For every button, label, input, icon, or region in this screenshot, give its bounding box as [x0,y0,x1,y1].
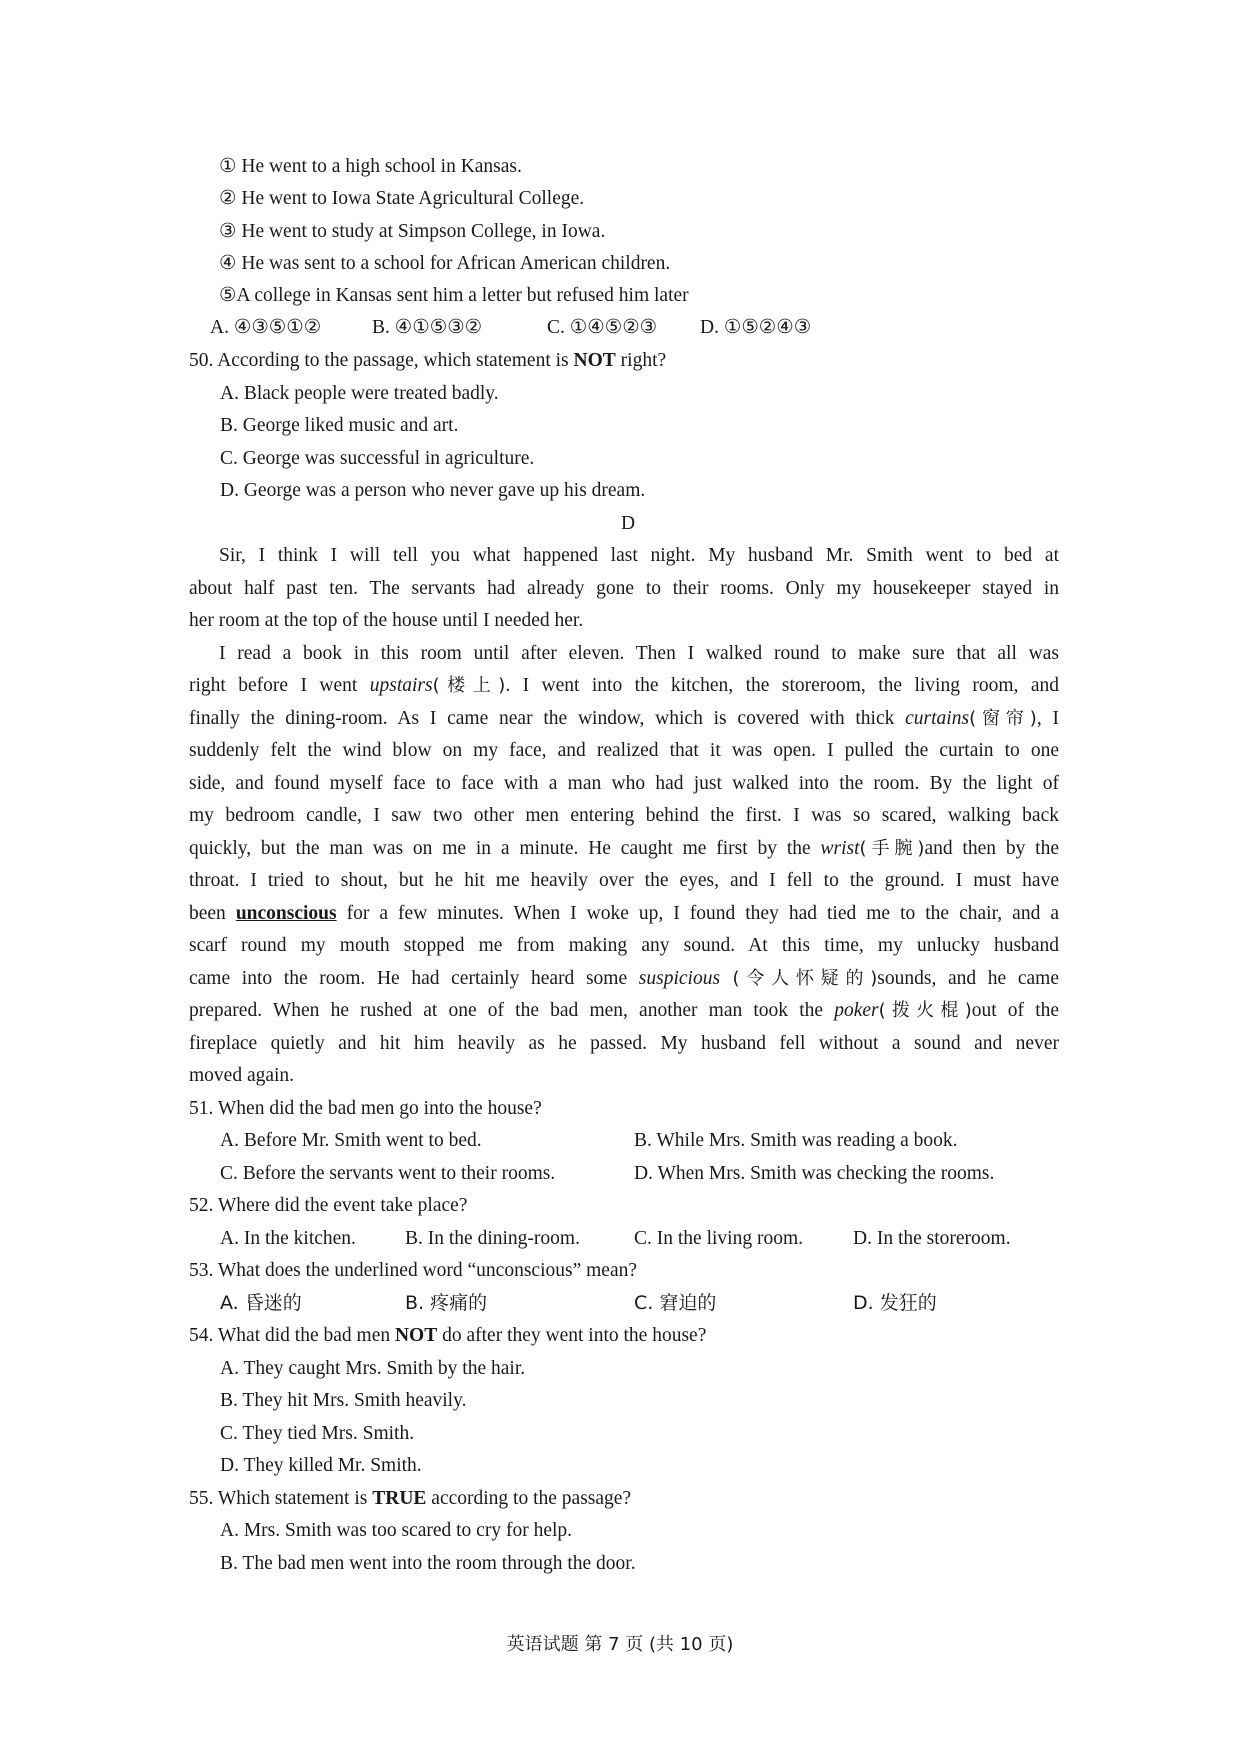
q53-stem: 53. What does the underlined word “unconscious” mean? [189,1260,638,1281]
q54-stem: 54. What did the bad men NOT do after they went into the house? [189,1325,707,1346]
q49-item-3: ③ He went to study at Simpson College, in Iowa. [219,221,606,242]
q49-option-b: B. ④①⑤③② [372,317,483,338]
passage-line: moved again. [189,1065,295,1086]
q51-option-b: B. While Mrs. Smith was reading a book. [634,1130,958,1151]
q54-option-c: C. They tied Mrs. Smith. [220,1423,415,1444]
q49-item-4: ④ He was sent to a school for African American children. [219,253,671,274]
q52-option-a: A. In the kitchen. [220,1228,356,1249]
q50-option-c: C. George was successful in agriculture. [220,448,535,469]
q50-option-b: B. George liked music and art. [220,415,459,436]
q51-option-d: D. When Mrs. Smith was checking the rooms. [634,1163,995,1184]
passage-line: suddenly felt the wind blow on my face, and realized that it was open. I pulled the curtain to one [189,740,1059,761]
q54-option-d: D. They killed Mr. Smith. [220,1455,422,1476]
q52-option-b: B. In the dining-room. [405,1228,580,1249]
passage-line: finally the dining-room. As I came near the window, which is covered with thick curtains(窗帘), I [189,708,1059,729]
q51-option-a: A. Before Mr. Smith went to bed. [220,1130,482,1151]
q52-option-d: D. In the storeroom. [853,1228,1011,1249]
passage-line: prepared. When he rushed at one of the bad men, another man took the poker(拨火棍)out of the [189,1000,1060,1021]
passage-line: throat. I tried to shout, but he hit me heavily over the eyes, and I fell to the ground. I must have [189,870,1059,891]
q53-option-a: A. 昏迷的 [220,1292,302,1314]
q55-option-b: B. The bad men went into the room through the door. [220,1553,636,1574]
q53-option-d: D. 发狂的 [853,1292,937,1314]
q50-stem: 50. According to the passage, which statement is NOT right? [189,350,667,371]
passage-line: my bedroom candle, I saw two other men entering behind the first. I was so scared, walking back [189,805,1059,826]
q49-option-a: A. ④③⑤①② [210,317,322,338]
passage-line: quickly, but the man was on me in a minute. He caught me first by the wrist(手腕)and then by the [189,838,1059,859]
passage-line: came into the room. He had certainly heard some suspicious (令人怀疑的)sounds, and he came [189,968,1059,989]
passage-line: been unconscious for a few minutes. When I woke up, I found they had tied me to the chair, and a [189,903,1059,924]
q55-stem: 55. Which statement is TRUE according to the passage? [189,1488,632,1509]
q50-option-a: A. Black people were treated badly. [220,383,499,404]
q49-option-c: C. ①④⑤②③ [547,317,658,338]
passage-line: side, and found myself face to face with a man who had just walked into the room. By the light of [189,773,1059,794]
q49-option-d: D. ①⑤②④③ [700,317,812,338]
q53-option-c: C. 窘迫的 [634,1292,717,1314]
passage-line: fireplace quietly and hit him heavily as he passed. My husband fell without a sound and never [189,1033,1059,1054]
q51-option-c: C. Before the servants went to their rooms. [220,1163,556,1184]
section-label: D [621,513,636,534]
passage-line: scarf round my mouth stopped me from making any sound. At this time, my unlucky husband [189,935,1059,956]
q50-option-d: D. George was a person who never gave up his dream. [220,480,646,501]
q51-stem: 51. When did the bad men go into the house? [189,1098,542,1119]
page-footer: 英语试题 第 7 页 (共 10 页) [506,1634,734,1655]
passage-line: Sir, I think I will tell you what happened last night. My husband Mr. Smith went to bed at [219,545,1059,566]
q54-option-a: A. They caught Mrs. Smith by the hair. [220,1358,526,1379]
passage-line: I read a book in this room until after eleven. Then I walked round to make sure that all was [219,643,1059,664]
q49-item-1: ① He went to a high school in Kansas. [219,156,522,177]
passage-line: about half past ten. The servants had already gone to their rooms. Only my housekeeper stayed in [189,578,1059,599]
q49-item-5: ⑤A college in Kansas sent him a letter but refused him later [219,285,689,306]
q52-option-c: C. In the living room. [634,1228,803,1249]
passage-line: right before I went upstairs(楼上). I went into the kitchen, the storeroom, the living room, and [189,675,1060,696]
underlined-word: unconscious [235,903,337,924]
q54-option-b: B. They hit Mrs. Smith heavily. [220,1390,467,1411]
q52-stem: 52. Where did the event take place? [189,1195,468,1216]
q53-option-b: B. 疼痛的 [405,1292,488,1314]
q55-option-a: A. Mrs. Smith was too scared to cry for help. [220,1520,573,1541]
passage-line: her room at the top of the house until I needed her. [189,610,584,631]
q49-item-2: ② He went to Iowa State Agricultural College. [219,188,585,209]
